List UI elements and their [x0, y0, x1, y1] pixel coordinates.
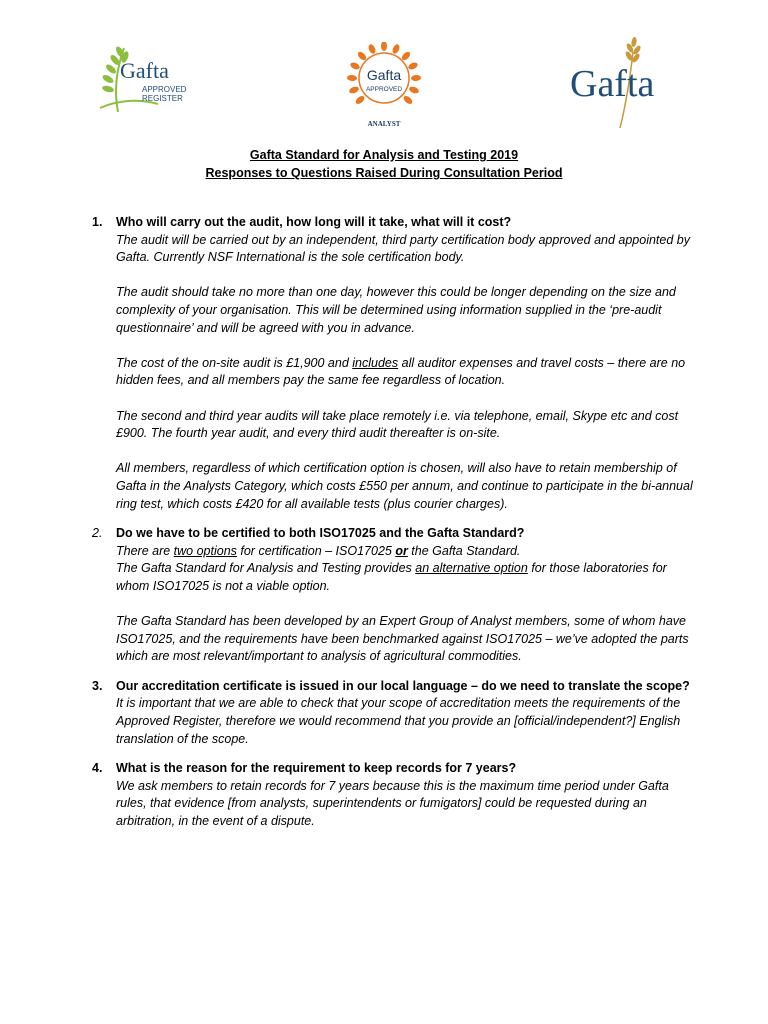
- underlined-text: includes: [352, 355, 399, 370]
- question-4: [92, 760, 696, 830]
- answer-paragraph: All members, regardless of which certification option is chosen, will also have to retain membership of Gafta in the Analysts Category, which costs £550 per annum, and continue to participate in the bi-annual ring test, which costs £420 for all available tests (plus courier charges).: [116, 461, 693, 511]
- title-line-2: Responses to Questions Raised During Consultation Period: [205, 166, 563, 180]
- answer-paragraph: We ask members to retain records for 7 years because this is the maximum time period under Gafta rules, that evidence [from analysts, superintendents or fumigators] could be requested during an arbitration, in the event of a dispute.: [116, 778, 669, 828]
- gafta-approved-analyst-seal: [346, 42, 422, 130]
- answer-paragraph: It is important that we are able to check that your scope of accreditation meets the requirements of the Approved Register, therefore we would recommend that you provide an [official/independent?] English translation of the scope.: [116, 696, 681, 746]
- right-logo-brand: Gafta: [570, 63, 655, 105]
- svg-text:REGISTER: REGISTER: [142, 94, 183, 103]
- underlined-text: two options: [173, 543, 237, 558]
- svg-text:APPROVED: APPROVED: [365, 86, 403, 93]
- question-3: [92, 678, 696, 748]
- question-text: Our accreditation certificate is issued in our local language – do we need to translate the scope?: [116, 678, 690, 693]
- gafta-approved-register-logo: [98, 42, 200, 116]
- left-logo-brand: Gafta: [120, 58, 169, 83]
- underlined-text: an alternative option: [415, 561, 528, 576]
- answer-paragraph: The cost of the on-site audit is £1,900 and includes all auditor expenses and travel costs – there are no hidden fees, and all members pay the same fee regardless of location.: [116, 355, 686, 388]
- question-1: [92, 214, 696, 513]
- title-line-1: Gafta Standard for Analysis and Testing 2019: [249, 148, 519, 162]
- answer-line: There are two options for certification – ISO17025 or the Gafta Standard.: [116, 543, 521, 558]
- svg-text:APPROVED: APPROVED: [142, 85, 187, 94]
- answer-paragraph: The audit will be carried out by an independent, third party certification body approved and appointed by Gafta. Currently NSF International is the sole certification body.: [116, 232, 690, 265]
- question-number: 2.: [92, 526, 103, 541]
- question-text: Do we have to be certified to both ISO17025 and the Gafta Standard?: [116, 526, 525, 541]
- logo-bar: [0, 36, 768, 136]
- answer-line: The Gafta Standard for Analysis and Testing provides an alternative option for those laboratories for whom ISO17025 is not a viable option.: [116, 561, 667, 593]
- answer-paragraph: The audit should take no more than one day, however this could be longer depending on the size and complexity of your organisation. This will be determined using information supplied in the ‘pre-audit questionnaire’ and will be agreed with you in advance.: [116, 285, 676, 335]
- gafta-logo: [566, 36, 678, 132]
- answer-paragraph: The Gafta Standard has been developed by an Expert Group of Analyst members, some of whom have ISO17025, and the requirements have been benchmarked against ISO17025 – we’ve adopted the parts which are most relevant/important to analysis of agricultural commodities.: [116, 614, 689, 664]
- emphasis-or: or: [395, 543, 408, 558]
- question-number: 3.: [92, 678, 103, 693]
- questions-list: [92, 214, 696, 831]
- question-2: [92, 525, 696, 666]
- mid-logo-brand: Gafta: [366, 67, 402, 83]
- question-text: What is the reason for the requirement to keep records for 7 years?: [116, 761, 517, 776]
- question-number: 4.: [92, 761, 103, 776]
- question-number: 1.: [92, 215, 103, 229]
- document-title: [0, 146, 768, 182]
- svg-text:ANALYST: ANALYST: [367, 120, 401, 128]
- answer-paragraph: The second and third year audits will take place remotely i.e. via telephone, email, Skype etc and cost £900. The fourth year audit, and every third audit thereafter is on-site.: [116, 408, 679, 441]
- question-text: Who will carry out the audit, how long will it take, what will it cost?: [116, 215, 512, 229]
